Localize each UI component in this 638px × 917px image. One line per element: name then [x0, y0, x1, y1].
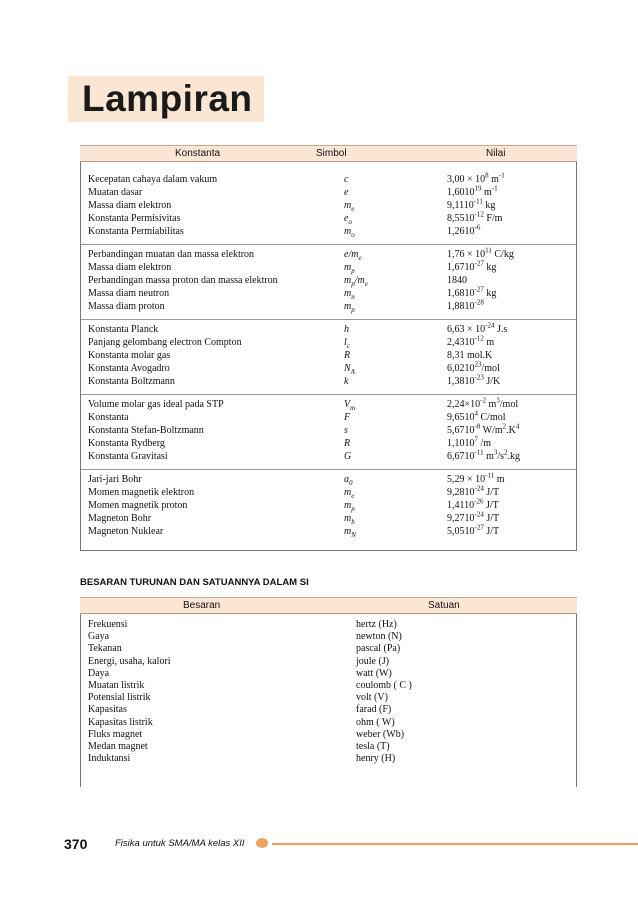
constant-name: Konstanta [88, 412, 129, 423]
constant-value: $1,4110^{-26}$ J/T [447, 497, 499, 511]
symbol-subscript: p [351, 306, 355, 314]
unit-name: watt (W) [356, 667, 392, 679]
symbol-subscript: p [351, 505, 355, 513]
quantity-name: Induktansi [88, 753, 131, 765]
constant-row [81, 362, 576, 375]
symbol-subscript: n [351, 293, 355, 301]
quantity-name: Muatan listrik [88, 679, 145, 691]
constant-group [81, 470, 576, 544]
value-exponent: -2 [480, 396, 486, 405]
constant-name: Massa diam proton [88, 301, 165, 312]
constant-symbol: h [344, 324, 349, 335]
value-exponent: -24 [485, 321, 495, 330]
constant-row [81, 473, 576, 486]
value-exponent: 11 [485, 246, 492, 255]
constant-value: $1,76 \times 10^{11}$ C/kg [447, 246, 514, 260]
constant-symbol: $m_e$ [344, 487, 355, 500]
constant-row [81, 300, 576, 313]
constant-value: $1,6710^{-27}$ kg [447, 259, 497, 273]
constant-value: $6,6710^{-11}$ $m^3/s^2.kg$ [447, 448, 521, 462]
unit-row [81, 703, 576, 715]
constant-symbol: $e_o$ [344, 213, 352, 226]
constant-symbol: c [344, 174, 349, 185]
constant-symbol: R [344, 350, 351, 361]
section-heading: BESARAN TURUNAN DAN SATUANNYA DALAM SI [80, 577, 309, 588]
constants-table [80, 145, 577, 551]
constant-row [81, 486, 576, 499]
header-simbol: Simbol [316, 148, 347, 159]
constant-symbol: $m_p/m_e$ [344, 275, 368, 288]
constant-symbol: e [344, 187, 349, 198]
value-exponent: -11 [474, 448, 484, 457]
header-satuan: Satuan [428, 600, 460, 611]
constant-symbol: $m_p$ [344, 301, 355, 314]
book-title: Fisika untuk SMA/MA kelas XII [115, 838, 245, 849]
constant-name: Konstanta Gravitasi [88, 451, 168, 462]
unit-exponent: 3 [496, 396, 500, 405]
constant-symbol: $m_n$ [344, 288, 355, 301]
constant-name: Perbandingan muatan dan massa elektron [88, 249, 255, 260]
constant-row [81, 450, 576, 463]
unit-exponent: 4 [515, 422, 520, 431]
value-exponent: -12 [474, 334, 484, 343]
quantity-name: Tekanan [88, 643, 122, 655]
constant-row [81, 287, 576, 300]
units-table-header [80, 597, 577, 614]
constant-symbol: G [344, 451, 352, 462]
value-exponent: 19 [474, 184, 482, 193]
symbol-subscript: m [350, 404, 356, 412]
constant-name: Konstanta molar gas [88, 350, 171, 361]
unit-exponent: 2 [502, 422, 507, 431]
symbol-subscript: o [351, 231, 355, 239]
constant-row [81, 323, 576, 336]
constant-name: Konstanta Rydberg [88, 438, 165, 449]
header-nilai: Nilai [486, 148, 506, 159]
value-exponent: -11 [485, 471, 495, 480]
value-exponent: -6 [474, 223, 481, 232]
constant-value: $8,5510^{-12}$ F/m [447, 210, 503, 224]
page-number: 370 [64, 836, 88, 852]
constant-value: $5,0510^{-27}$ J/T [447, 523, 500, 537]
constant-name: Magneton Nuklear [88, 526, 164, 537]
symbol-subscript: o [348, 218, 352, 226]
unit-row [81, 630, 576, 642]
constant-symbol: $m_p$ [344, 262, 355, 275]
unit-name: weber (Wb) [356, 728, 405, 740]
value-exponent: -24 [474, 510, 484, 519]
constant-value: 1,6010$^{19}$ $m^{-1}$ [447, 184, 498, 198]
constant-symbol: $l_c$ [344, 337, 350, 350]
constant-symbol: $N_A$ [344, 363, 355, 376]
unit-row [81, 752, 576, 764]
symbol-subscript: c [346, 342, 350, 350]
constant-row [81, 398, 576, 411]
quantity-name: Kapasitas [88, 704, 127, 716]
units-table-body [80, 614, 577, 787]
constant-symbol: $a_0$ [344, 474, 353, 487]
constant-value: $1,3810^{-23}$ J/K [447, 373, 501, 387]
unit-exponent: 3 [493, 448, 498, 457]
quantity-name: Fluks magnet [88, 728, 143, 740]
symbol-subscript: 0 [349, 479, 353, 487]
constant-value: $5,29 \times 10^{-11}$ m [447, 471, 505, 485]
unit-row [81, 740, 576, 752]
constant-name: Konstanta Planck [88, 324, 159, 335]
quantity-name: Kapasitas listrik [88, 716, 153, 728]
quantity-name: Medan magnet [88, 740, 148, 752]
constant-name: Volume molar gas ideal pada STP [88, 399, 224, 410]
header-besaran: Besaran [183, 600, 221, 611]
constant-symbol: $m_e$ [344, 200, 355, 213]
constant-group [81, 395, 576, 470]
constant-symbol: $m_b$ [344, 513, 355, 526]
unit-name: newton (N) [356, 631, 402, 643]
unit-name: joule (J) [356, 655, 390, 667]
unit-row [81, 691, 576, 703]
constant-name: Panjang gelombang electron Compton [88, 337, 242, 348]
constant-row [81, 199, 576, 212]
constant-row [81, 225, 576, 238]
symbol-subscript: p [351, 280, 355, 288]
footer-ornament [256, 838, 268, 848]
quantity-name: Frekuensi [88, 619, 128, 630]
constant-name: Momen magnetik proton [88, 500, 188, 511]
constant-row [81, 437, 576, 450]
value-exponent: -11 [473, 197, 483, 206]
value-exponent: -23 [474, 373, 484, 382]
unit-exponent: 2 [504, 448, 508, 457]
constant-name: Perbandingan massa proton dan massa elektron [88, 275, 278, 286]
constant-value: $1,2610^{-6}$ [447, 223, 481, 237]
value-exponent: -12 [474, 210, 484, 219]
quantity-name: Daya [88, 667, 110, 679]
constant-row [81, 512, 576, 525]
constant-value: $2,4310^{-12}$ m [447, 334, 495, 348]
constant-value: 1,1010$^7$ /m [447, 435, 492, 449]
constant-symbol: s [344, 425, 348, 436]
constant-row [81, 336, 576, 349]
value-exponent: -8 [474, 422, 481, 431]
constant-value: 6,0210$^{23}$/mol [447, 360, 500, 374]
constant-row [81, 499, 576, 512]
constant-name: Massa diam neutron [88, 288, 170, 299]
unit-name: pascal (Pa) [356, 643, 401, 655]
unit-row [81, 716, 576, 728]
constant-value: 9,6510$^4$ C/mol [447, 409, 506, 423]
constant-row [81, 274, 576, 287]
value-exponent: 8 [485, 171, 489, 180]
value-exponent: -28 [474, 298, 484, 307]
unit-exponent: -1 [498, 171, 505, 180]
constant-name: Konstanta Permisivitas [88, 213, 181, 224]
symbol-subscript: e [358, 254, 362, 262]
constant-row [81, 349, 576, 362]
constant-symbol: F [344, 412, 351, 423]
quantity-name: Potensial listrik [88, 692, 151, 704]
symbol-subscript: N [351, 531, 356, 539]
quantity-name: Gaya [88, 631, 110, 643]
constant-symbol: k [344, 376, 349, 387]
quantity-name: Energi, usaha, kalori [88, 655, 171, 667]
unit-row [81, 655, 576, 667]
unit-name: farad (F) [356, 704, 392, 716]
constant-value: $3,00 \times 10^8$ $m^{-1}$ [447, 171, 505, 185]
symbol-subscript: b [351, 518, 355, 526]
unit-name: volt (V) [356, 692, 388, 704]
constant-symbol: R [344, 438, 351, 449]
symbol-subscript: A [350, 368, 355, 376]
unit-row [81, 679, 576, 691]
constant-symbol: $e/m_e$ [344, 249, 362, 262]
value-exponent: 4 [474, 409, 478, 418]
constant-row [81, 261, 576, 274]
page-title: Lampiran [82, 78, 253, 119]
constant-value: $6,63 \times 10^{-24}$ J.s [447, 321, 508, 335]
constants-table-body [80, 162, 577, 551]
constant-value: 1840 [447, 275, 467, 286]
unit-row [81, 728, 576, 740]
units-table [80, 597, 577, 787]
unit-row [81, 667, 576, 679]
constant-value: 8,31 mol.K [447, 350, 493, 361]
constant-name: Massa diam elektron [88, 200, 172, 211]
unit-row [81, 642, 576, 654]
constant-name: Konstanta Permiabilitas [88, 226, 184, 237]
constant-symbol: $m_N$ [344, 526, 356, 539]
constant-group [81, 320, 576, 395]
constant-value: $9,2710^{-24}$ J/T [447, 510, 500, 524]
constant-name: Konstanta Stefan-Boltzmann [88, 425, 204, 436]
value-exponent: -24 [474, 484, 484, 493]
unit-name: henry (H) [356, 753, 396, 765]
constant-value: $2,24\times 10^{-2}$ $m^3$/mol [447, 396, 519, 410]
constant-name: Momen magnetik elektron [88, 487, 195, 498]
constant-row [81, 186, 576, 199]
constant-name: Muatan dasar [88, 187, 143, 198]
symbol-subscript: e [364, 280, 368, 288]
unit-name: tesla (T) [356, 740, 390, 752]
header-konstanta: Konstanta [175, 148, 221, 159]
constant-value: $1,6810^{-27}$ kg [447, 285, 497, 299]
value-exponent: 23 [474, 360, 482, 369]
constant-name: Konstanta Boltzmann [88, 376, 175, 387]
constant-name: Konstanta Avogadro [88, 363, 170, 374]
constant-group [81, 245, 576, 320]
constant-symbol: $m_p$ [344, 500, 355, 513]
constant-value: $9,1110^{-11}$ kg [447, 197, 496, 211]
constant-symbol: $V_m$ [344, 399, 356, 412]
constant-name: Magneton Bohr [88, 513, 152, 524]
unit-exponent: -1 [491, 184, 498, 193]
constant-value: $9,2810^{-24}$ J/T [447, 484, 500, 498]
value-exponent: -27 [474, 523, 484, 532]
constant-value: $1,8810^{-28}$ [447, 298, 484, 312]
unit-name: hertz (Hz) [356, 619, 397, 630]
constant-row [81, 424, 576, 437]
constant-name: Kecepatan cahaya dalam vakum [88, 174, 218, 185]
constant-row [81, 375, 576, 388]
constants-table-header [80, 145, 577, 162]
unit-name: ohm ( W) [356, 716, 395, 728]
value-exponent: 7 [474, 435, 478, 444]
symbol-subscript: p [351, 267, 355, 275]
symbol-subscript: e [351, 492, 355, 500]
constant-name: Massa diam elektron [88, 262, 172, 273]
unit-row [81, 618, 576, 630]
value-exponent: -26 [474, 497, 484, 506]
constant-value: $5,6710^{-8}$ $W/m^2.K^4$ [447, 422, 520, 436]
constant-symbol: $m_o$ [344, 226, 355, 239]
constant-row [81, 173, 576, 186]
constant-group [81, 170, 576, 245]
value-exponent: -27 [474, 259, 484, 268]
unit-name: coulomb ( C ) [356, 679, 412, 691]
constant-name: Jari-jari Bohr [88, 474, 142, 485]
constant-row [81, 525, 576, 538]
value-exponent: -27 [474, 285, 484, 294]
footer-rule [272, 843, 638, 845]
symbol-subscript: e [351, 205, 355, 213]
constant-row [81, 212, 576, 225]
constant-row [81, 248, 576, 261]
